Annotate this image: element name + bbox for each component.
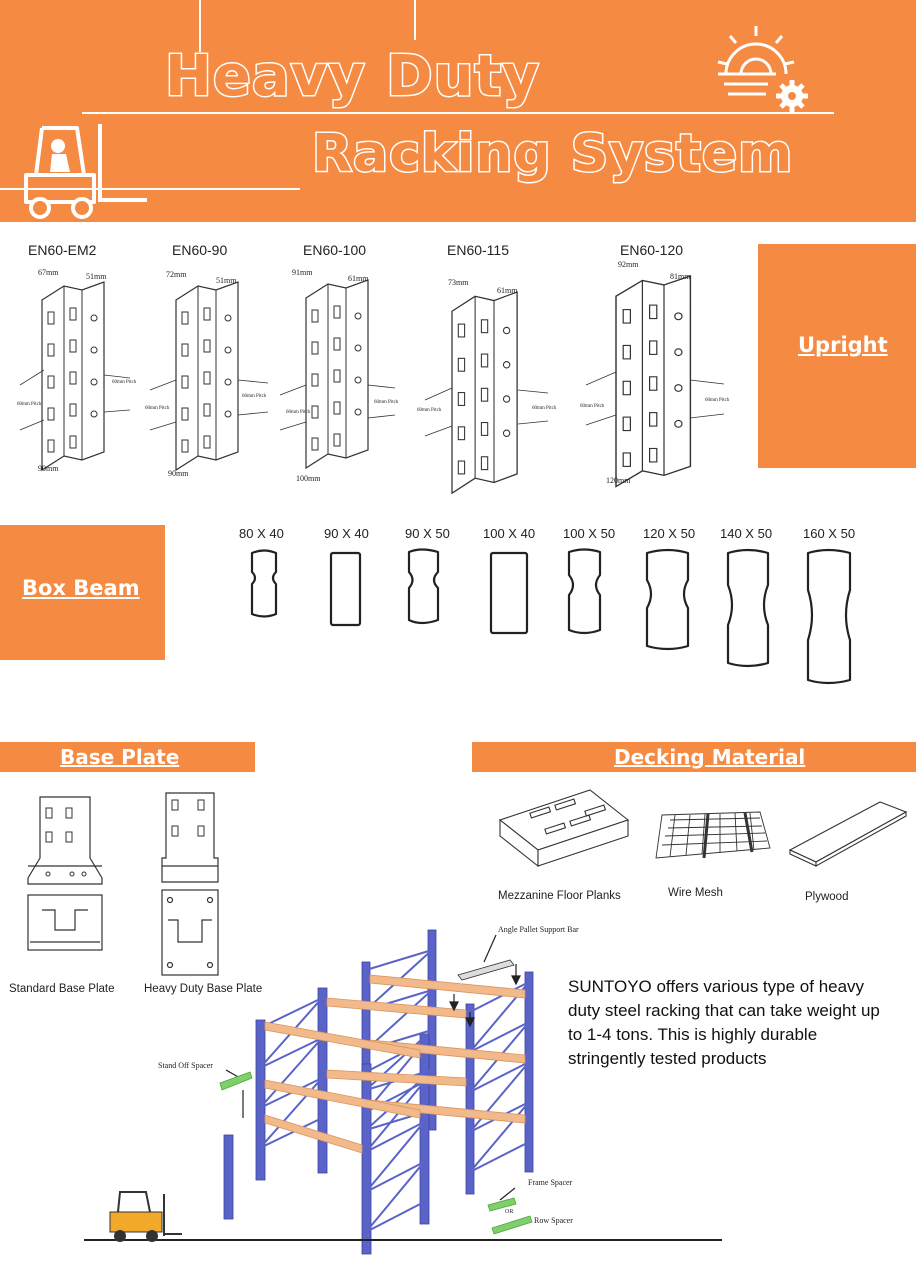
small-forklift-icon: [110, 1192, 182, 1242]
pitch-label: 60mm Pitch: [145, 406, 170, 411]
standard-base-plate-caption: Standard Base Plate: [9, 983, 115, 995]
mezzanine-caption: Mezzanine Floor Planks: [498, 890, 621, 902]
company-description: SUNTOYO offers various type of heavy duty steel racking that can take weight up to 1-4 tons. This is highly durable stringently tested products: [568, 977, 880, 1068]
dim-label: 51mm: [86, 272, 107, 281]
base-plate-section-label: Base Plate: [60, 745, 180, 769]
pitch-label: 60mm Pitch: [112, 380, 137, 385]
upright-model-label: EN60-100: [303, 242, 367, 258]
dim-label: 120mm: [606, 476, 631, 485]
rack-upright: [256, 1020, 265, 1180]
upright-model-label: EN60-120: [620, 242, 684, 258]
pitch-label: 60mm Pitch: [580, 404, 605, 409]
beam-size-label: 160 X 50: [803, 526, 856, 541]
upright-section-label: Upright: [798, 333, 888, 357]
upright-model-label: EN60-EM2: [28, 242, 97, 258]
beam-size-label: 140 X 50: [720, 526, 773, 541]
dim-label: 90mm: [38, 464, 59, 473]
pitch-label: 60mm Pitch: [242, 394, 267, 399]
beam-size-label: 120 X 50: [643, 526, 696, 541]
pitch-label: 60mm Pitch: [532, 406, 557, 411]
pitch-label: 60mm Pitch: [417, 408, 442, 413]
dim-label: 73mm: [448, 278, 469, 287]
decking-section-label: Decking Material: [614, 745, 806, 769]
beam-size-label: 90 X 40: [324, 526, 369, 541]
rack-upright: [362, 1064, 371, 1254]
beam-size-label: 90 X 50: [405, 526, 450, 541]
dim-label: 90mm: [168, 469, 189, 478]
stand-off-upright: [224, 1135, 233, 1219]
row-spacer-label: Row Spacer: [534, 1216, 573, 1225]
angle-bar-label: Angle Pallet Support Bar: [498, 925, 579, 934]
pitch-label: 60mm Pitch: [374, 400, 399, 405]
pitch-label: 60mm Pitch: [286, 410, 311, 415]
beam-size-label: 80 X 40: [239, 526, 284, 541]
title-line-1: Heavy Duty: [165, 44, 540, 109]
dim-label: 91mm: [292, 268, 313, 277]
dim-label: 61mm: [497, 286, 518, 295]
stand-off-label: Stand Off Spacer: [158, 1061, 213, 1070]
or-label: OR: [505, 1209, 514, 1215]
upright-model-label: EN60-115: [447, 242, 510, 258]
wire-mesh-caption: Wire Mesh: [668, 887, 723, 899]
angle-support-bar: [458, 960, 514, 980]
dim-label: 100mm: [296, 474, 321, 483]
dim-label: 67mm: [38, 268, 59, 277]
rack-beam: [265, 1080, 420, 1118]
dim-label: 92mm: [618, 260, 639, 269]
box-beam-section-label: Box Beam: [22, 576, 140, 600]
upright-model-label: EN60-90: [172, 242, 228, 258]
dim-label: 51mm: [216, 276, 237, 285]
rack-upright: [466, 1004, 474, 1194]
rack-beam: [265, 1115, 362, 1153]
heavy-base-plate-caption: Heavy Duty Base Plate: [144, 983, 263, 995]
rack-upright: [420, 1034, 429, 1224]
plywood-caption: Plywood: [805, 891, 849, 903]
stand-off-spacer: [220, 1072, 252, 1090]
pitch-label: 60mm Pitch: [17, 402, 42, 407]
rack-beam: [327, 1070, 466, 1086]
title-line-2: Racking System: [312, 124, 794, 184]
dim-label: 72mm: [166, 270, 187, 279]
pitch-label: 60mm Pitch: [705, 398, 730, 403]
beam-size-label: 100 X 40: [483, 526, 536, 541]
frame-spacer-label: Frame Spacer: [528, 1178, 573, 1187]
beam-size-label: 100 X 50: [563, 526, 616, 541]
dim-label: 61mm: [348, 274, 369, 283]
dim-label: 81mm: [670, 272, 691, 281]
row-spacer: [492, 1216, 532, 1234]
